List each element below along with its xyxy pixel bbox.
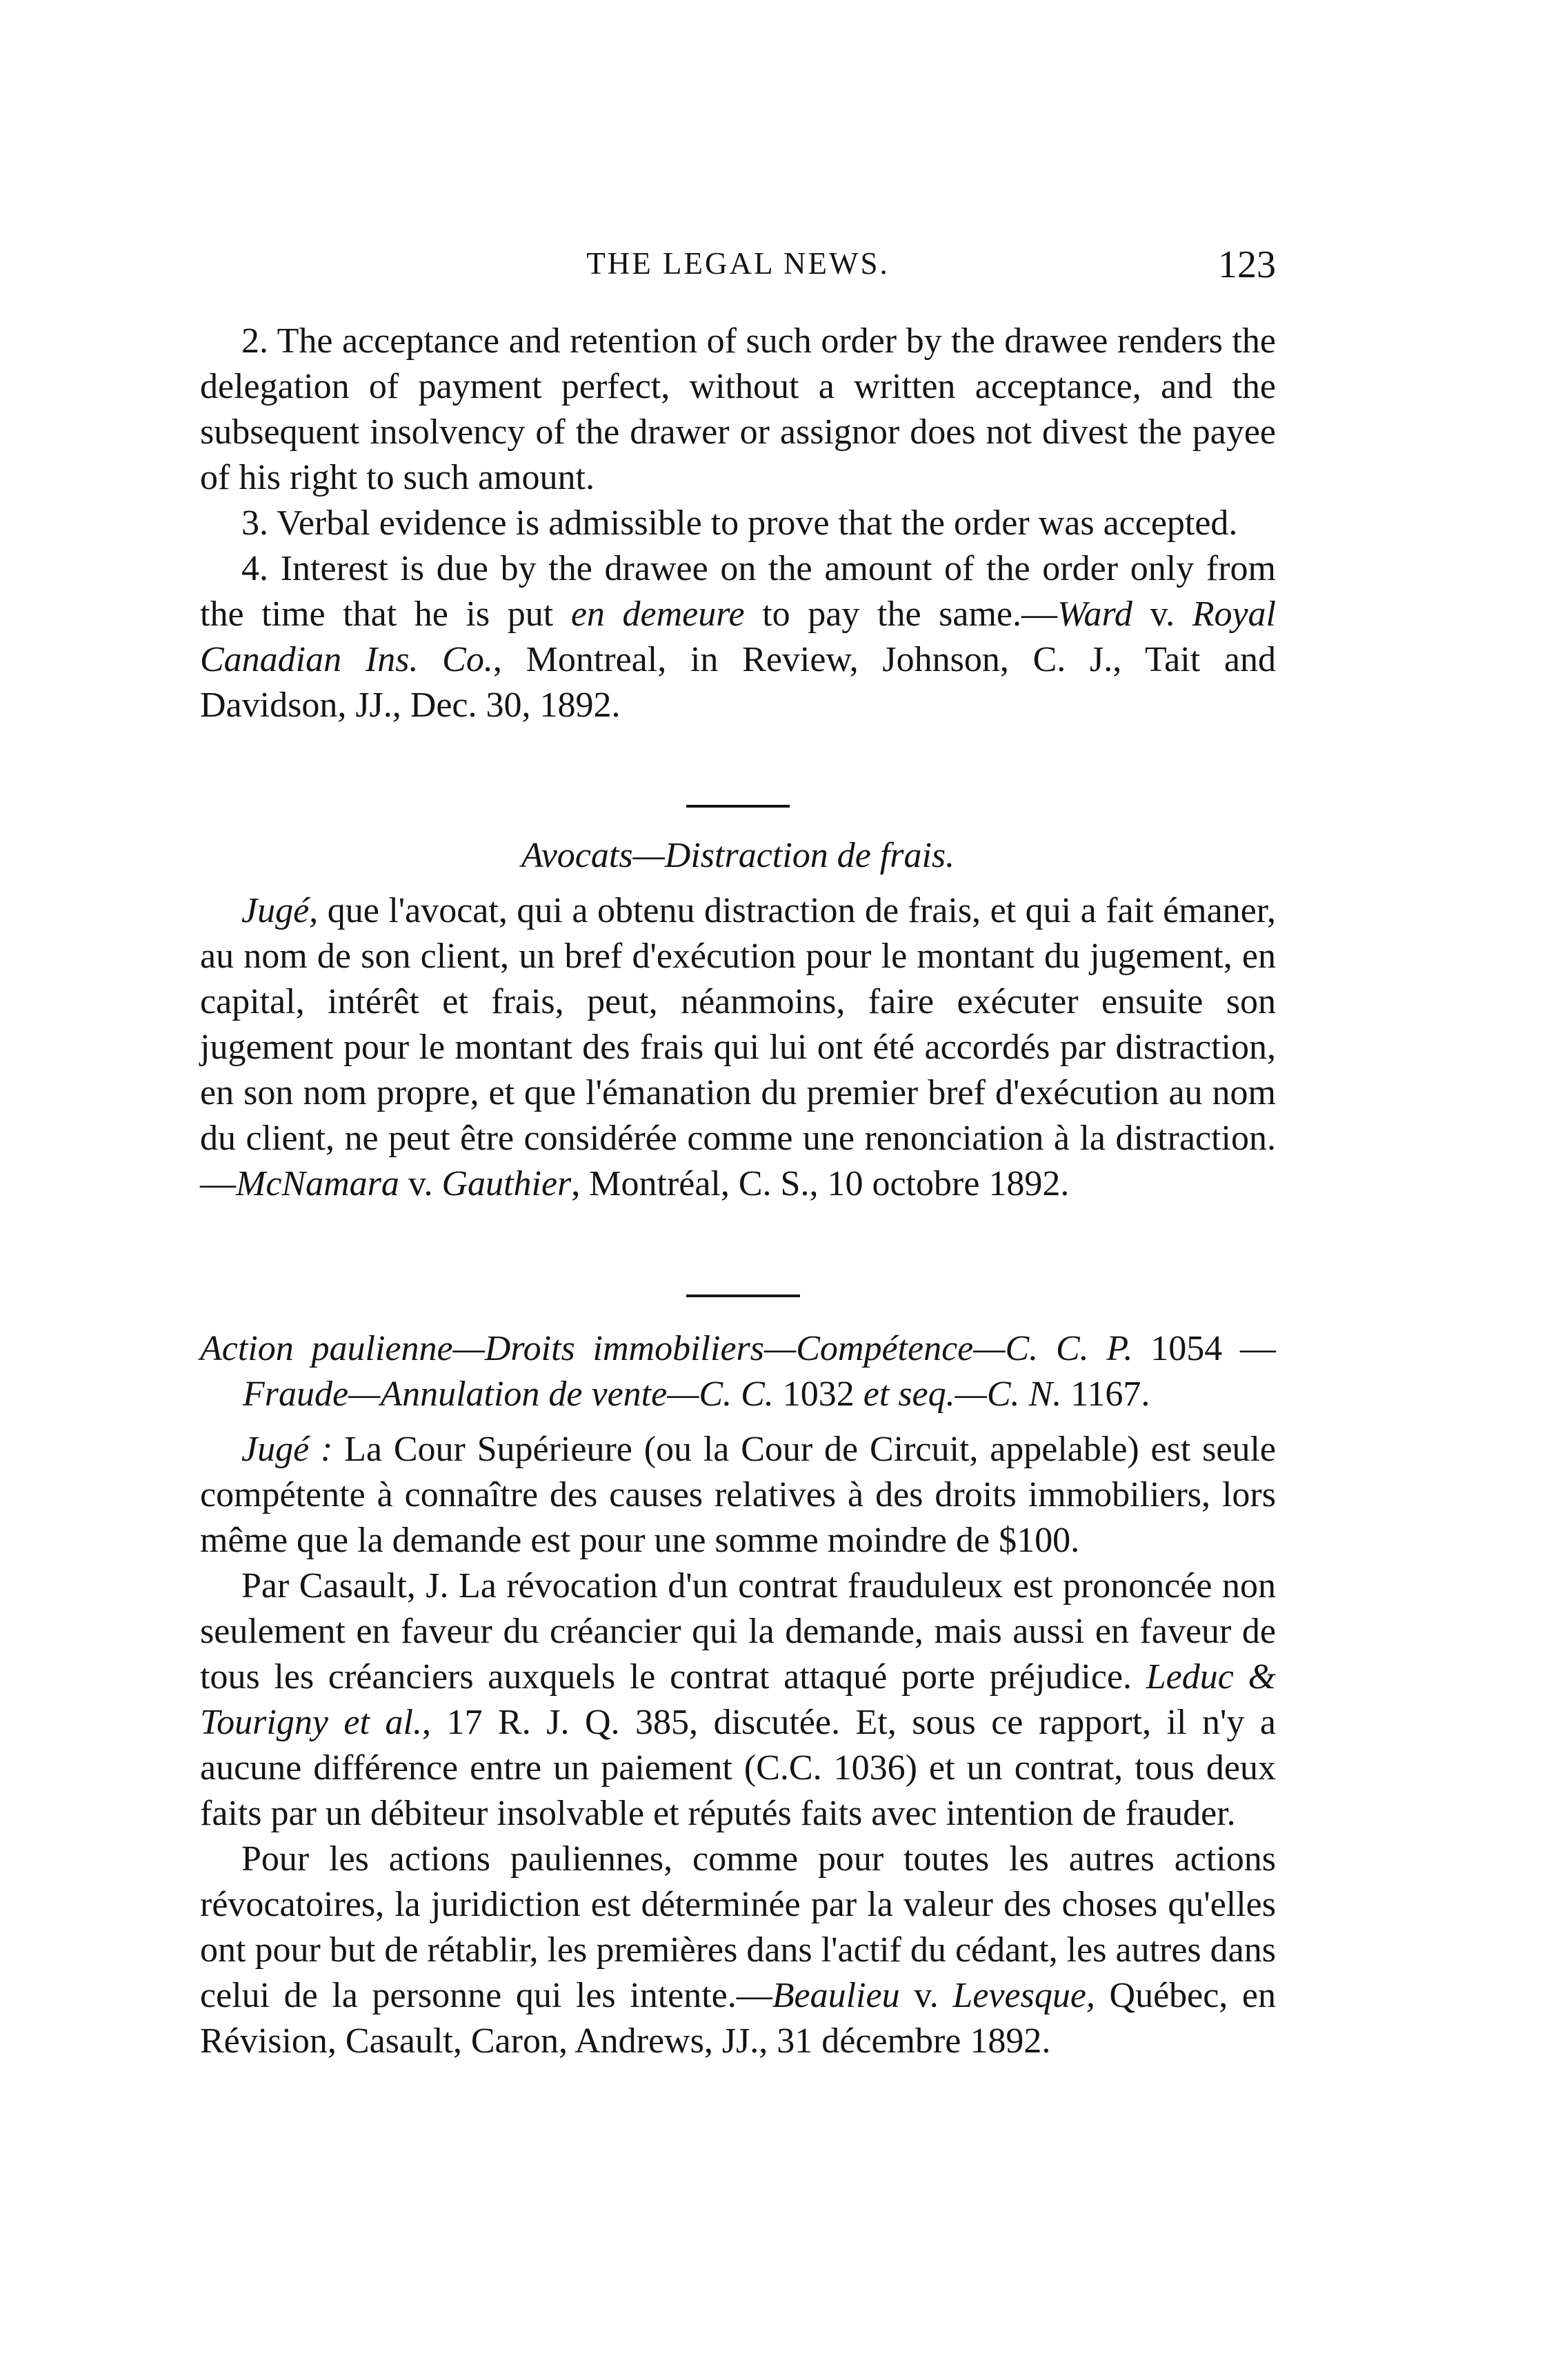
case-versus: v.: [1132, 594, 1192, 634]
running-header: [200, 243, 1276, 284]
holding-paragraph-3: [200, 1837, 1276, 2064]
juge-label: Jugé,: [241, 891, 319, 930]
section-heading: [200, 1326, 1276, 1417]
holding-1-text: La Cour Supérieure (ou la Cour de Circuit, appelable) est seule compétente à connaître des causes relatives à des droits immobiliers, lors même que la demande est pour une somme moindre de $100.: [200, 1430, 1276, 1560]
section-divider: [686, 1294, 800, 1297]
case-citation: Québec, en Révision, Casault, Caron, Andrews, JJ., 31 décembre 1892.: [200, 1976, 1276, 2061]
case-versus: v.: [899, 1976, 953, 2015]
case-party-plaintiff: Ward: [1057, 594, 1132, 634]
case-citation: , Montréal, C. S., 10 octobre 1892.: [571, 1164, 1070, 1203]
heading-part-2: 1054 —: [1132, 1329, 1277, 1368]
case-party-defendant: Levesque,: [952, 1976, 1095, 2015]
section-heading: Avocats—Distraction de frais.: [521, 836, 955, 875]
case-citation: , Montreal, in Review, Johnson, C. J., Tait and Davidson, JJ., Dec. 30, 1892.: [200, 640, 1276, 725]
case-ward-v-royal-canadian: [200, 319, 1276, 728]
page-number: 123: [1218, 243, 1276, 286]
case-party-defendant: Gauthier: [441, 1164, 572, 1203]
case-beaulieu-v-levesque: [200, 1326, 1276, 2064]
holding-paragraph-2: 2. The acceptance and retention of such order by the drawee renders the delegation of payment perfect, without a written acceptance, and the subsequent insolvency of the drawer or assignor does not divest the payee of his right to such amount.: [200, 321, 1276, 497]
heading-part-4: 1032: [773, 1374, 863, 1414]
holding-paragraph-2: [200, 1563, 1276, 1837]
holding-paragraph-4: [200, 546, 1276, 728]
cited-case: Leduc & Tourigny et al.: [200, 1657, 1276, 1742]
heading-part-6: 1167.: [1061, 1374, 1150, 1414]
journal-title: THE LEGAL NEWS.: [586, 246, 890, 281]
holding-paragraph: [200, 888, 1276, 1207]
heading-part-5: et seq.—C. N.: [863, 1374, 1062, 1414]
heading-part-1: Action paulienne—Droits immobiliers—Compétence—C. C. P.: [200, 1329, 1133, 1368]
holding-2-end: , 17 R. J. Q. 385, discutée. Et, sous ce rapport, il n'y a aucune différence entre un paiement (C.C. 1036) et un contrat, tous deux faits par un débiteur insolvable et réputés faits avec intention de frauder.: [200, 1703, 1276, 1833]
case-versus: v.: [399, 1164, 442, 1203]
case-party-defendant: Royal Canadian Ins. Co.: [200, 594, 1276, 679]
juge-label: Jugé :: [241, 1430, 333, 1469]
section-divider: [686, 805, 790, 808]
holding-4-text: 4. Interest is due by the drawee on the amount of the order only from the time that he is put: [200, 549, 1276, 634]
holding-paragraph-3: 3. Verbal evidence is admissible to prove that the order was accepted.: [241, 503, 1238, 543]
heading-part-3: Fraude—Annulation de vente—C. C.: [243, 1374, 774, 1414]
holding-text: que l'avocat, qui a obtenu distraction de frais, et qui a fait émaner, au nom de son client, un bref d'exécution pour le montant du jugement, en capital, intérêt et frais, peut, néanmoins, faire exécuter ensuite son jugement pour le montant des frais qui lui ont été accordés par distraction, en son nom propre, et que l'émanation du premier bref d'exécution au nom du client, ne peut être considérée comme une renonciation à la distraction.—: [200, 891, 1276, 1203]
holding-4-end: to pay the same.—: [744, 594, 1057, 634]
case-party-plaintiff: Beaulieu: [772, 1976, 900, 2015]
holding-paragraph-1: [200, 1427, 1276, 1563]
holding-3-text: Pour les actions pauliennes, comme pour toutes les autres actions révocatoires, la juridiction est déterminée par la valeur des choses qu'elles ont pour but de rétablir, les premières dans l'actif du cédant, les autres dans celui de la personne qui les intente.—: [200, 1839, 1276, 2015]
case-mcnamara-v-gauthier: [200, 833, 1276, 1207]
holding-2-text: Par Casault, J. La révocation d'un contrat frauduleux est prononcée non seulement en faveur du créancier qui la demande, mais aussi en faveur de tous les créanciers auxquels le contrat attaqué porte préjudice.: [200, 1566, 1276, 1697]
case-party-plaintiff: McNamara: [236, 1164, 399, 1203]
holding-4-italic: en demeure: [570, 594, 745, 634]
